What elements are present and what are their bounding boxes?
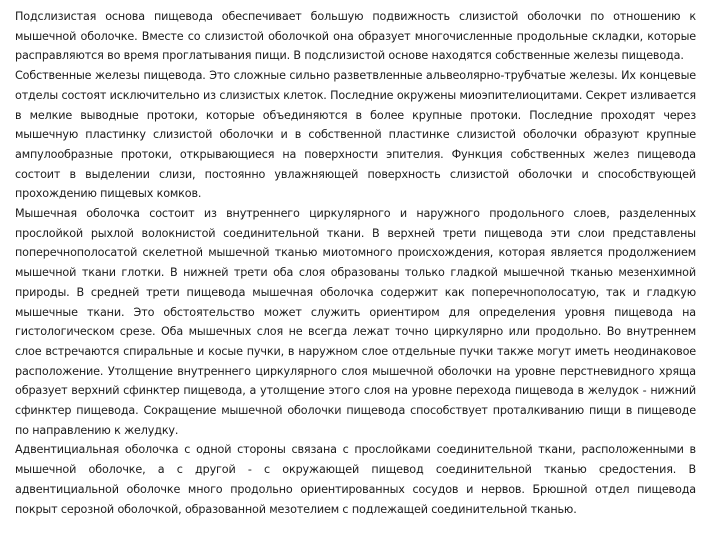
- paragraph-muscular-layer: Мышечная оболочка состоит из внутреннего циркулярного и наружного продольного слоев, разделенных прослойкой рыхлой волокнистой соединительной ткани. В верхней трети пищевода эти слои представлены поперечнополосатой скелетной мышечной тканью миотомного происхождения, которая является продолжением мышечной ткани глотки. В нижней трети оба слоя образованы только гладкой мышечной тканью мезенхимной природы. В средней трети пищевода мышечная оболочка содержит как поперечнополосатую, так и гладкую мышечные ткани. Это обстоятельство может служить ориентиром для определения уровня пищевода на гистологическом срезе. Оба мышечных слоя не всегда лежат точно циркулярно или продольно. Во внутреннем слое встречаются спиральные и косые пучки, в наружном слое отдельные пучки также могут иметь неодинаковое расположение. Утолщение внутреннего циркулярного слоя мышечной оболочки на уровне перстневидного хряща образует верхний сфинктер пищевода, а утолщение этого слоя на уровне перехода пищевода в желудок - нижний сфинктер пищевода. Сокращение мышечной оболочки пищевода способствует проталкиванию пищи в пищеводе по направлению к желудку.: [15, 207, 696, 437]
- paragraph-glands: Собственные железы пищевода. Это сложные сильно разветвленные альвеолярно-трубчатые железы. Их концевые отделы состоят исключительно из слизистых клеток. Последние окружены миоэпителиоцитами. Секрет изливается в мелкие выводные протоки, которые объединяются в более крупные протоки. Последние проходят через мышечную пластинку слизистой оболочки и в собственной пластинке слизистой оболочки образуют крупные ампулообразные протоки, открывающиеся на поверхности эпителия. Функция собственных желез пищевода состоит в выделении слизи, постоянно увлажняющей поверхность слизистой оболочки и способствующей прохождению пищевых комков.: [15, 69, 696, 201]
- document-body: [15, 7, 696, 519]
- paragraph-adventitia: Адвентициальная оболочка с одной стороны связана с прослойками соединительной ткани, расположенными в мышечной оболочке, а с другой - с окружающей пищевод соединительной тканью средостения. В адвентициальной оболочке много продольно ориентированных сосудов и нервов. Брюшной отдел пищевода покрыт серозной оболочкой, образованной мезотелием с подлежащей соединительной тканью.: [15, 443, 696, 516]
- paragraph-submucosa: Подслизистая основа пищевода обеспечивает большую подвижность слизистой оболочки по отношению к мышечной оболочке. Вместе со слизистой оболочкой она образует многочисленные продольные складки, которые расправляются во время проглатывания пищи. В подслизистой основе находятся собственные железы пищевода.: [15, 10, 696, 63]
